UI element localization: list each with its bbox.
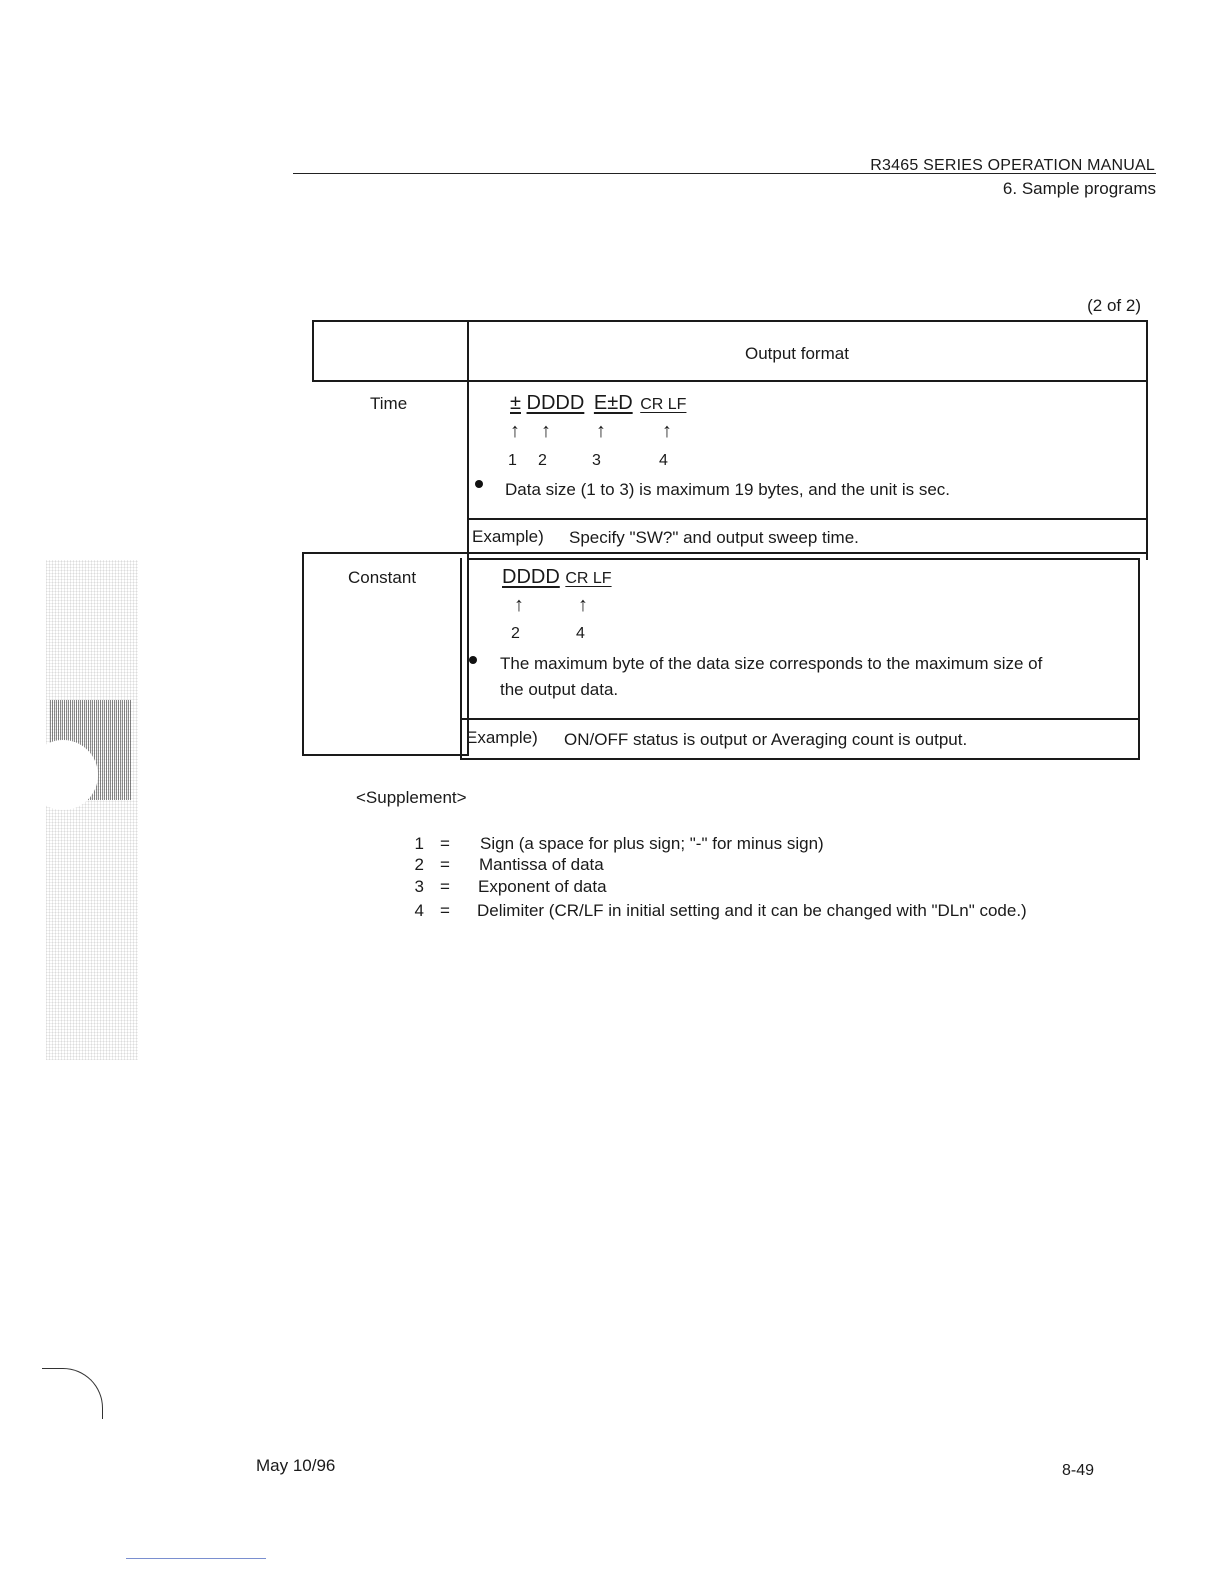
constant-example-label: Example) (466, 728, 538, 747)
table-left-border-lower (302, 552, 304, 755)
supplement-number: 2 (414, 855, 424, 874)
time-example-text: Specify "SW?" and output sweep time. (569, 528, 859, 547)
table-bottom-border-right (460, 758, 1140, 760)
constant-example-text: ON/OFF status is output or Averaging count is output. (564, 730, 968, 749)
marker-2: 2 (538, 452, 547, 469)
equals-sign: = (440, 901, 450, 920)
exponent-part: E±D (593, 392, 633, 414)
sign-symbol: ± (510, 392, 521, 414)
marker-4: 4 (659, 452, 668, 469)
time-example-label: Example) (472, 527, 544, 546)
manual-title: R3465 SERIES OPERATION MANUAL (870, 157, 1155, 174)
supplement-heading: <Supplement> (356, 788, 467, 807)
table-top-border (312, 320, 1148, 322)
row2-col-divider-lower (460, 558, 462, 758)
constant-note-line1: The maximum byte of the data size corresponds to the maximum size of (500, 654, 1043, 673)
row1-bottom-border-right (467, 558, 1140, 560)
page-of-indicator: (2 of 2) (1087, 296, 1141, 315)
row-label-time: Time (370, 394, 408, 413)
output-format-table (312, 320, 1148, 757)
constant-note-line2: the output data. (500, 680, 619, 699)
scan-artifact-strip (46, 560, 138, 1060)
marker-2: 2 (511, 625, 520, 642)
equals-sign: = (440, 855, 450, 874)
equals-sign: = (440, 834, 450, 853)
marker-4: 4 (576, 625, 585, 642)
supplement-description: Sign (a space for plus sign; "-" for minus sign) (480, 834, 824, 853)
footer-date: May 10/96 (256, 1456, 336, 1475)
bullet-icon (475, 480, 483, 488)
table-bottom-border (302, 754, 469, 756)
mantissa-digits: DDDD (526, 392, 585, 414)
table-right-border (1146, 320, 1148, 560)
table-col-divider (467, 320, 469, 755)
supplement-description: Exponent of data (478, 877, 607, 896)
supplement-number: 1 (414, 834, 424, 853)
table-right-border-lower (1138, 558, 1140, 760)
row1-bottom-border (302, 552, 1148, 554)
mantissa-digits: DDDD (502, 566, 560, 588)
equals-sign: = (440, 877, 450, 896)
arrow-up-icon: ↑ (578, 594, 588, 616)
table-left-border (312, 320, 314, 380)
column-header: Output format (745, 344, 849, 363)
supplement-number: 3 (414, 877, 424, 896)
punch-hole (28, 740, 98, 810)
header-bottom-border (312, 380, 1148, 382)
time-note: Data size (1 to 3) is maximum 19 bytes, and the unit is sec. (505, 480, 951, 499)
bottom-edge-line (126, 1558, 266, 1559)
supplement-description: Delimiter (CR/LF in initial setting and it can be changed with "DLn" code.) (477, 901, 1027, 920)
constant-format (502, 566, 612, 589)
marker-1: 1 (508, 452, 517, 469)
bullet-icon (469, 656, 477, 664)
marker-3: 3 (592, 452, 601, 469)
row2-example-top (460, 718, 1140, 720)
delimiter-crlf: CR LF (565, 570, 612, 587)
arrow-up-icon: ↑ (596, 420, 606, 442)
scan-artifact-arc (42, 1368, 103, 1419)
row1-example-top (467, 518, 1148, 520)
footer-page-number: 8-49 (1062, 1462, 1095, 1479)
arrow-up-icon: ↑ (662, 420, 672, 442)
time-format (510, 392, 686, 415)
supplement-description: Mantissa of data (479, 855, 604, 874)
arrow-up-icon: ↑ (514, 594, 524, 616)
section-title: 6. Sample programs (1002, 179, 1156, 198)
row-label-constant: Constant (348, 568, 417, 587)
delimiter-crlf: CR LF (640, 396, 687, 413)
supplement-number: 4 (414, 901, 424, 920)
arrow-up-icon: ↑ (510, 420, 520, 442)
arrow-up-icon: ↑ (541, 420, 551, 442)
